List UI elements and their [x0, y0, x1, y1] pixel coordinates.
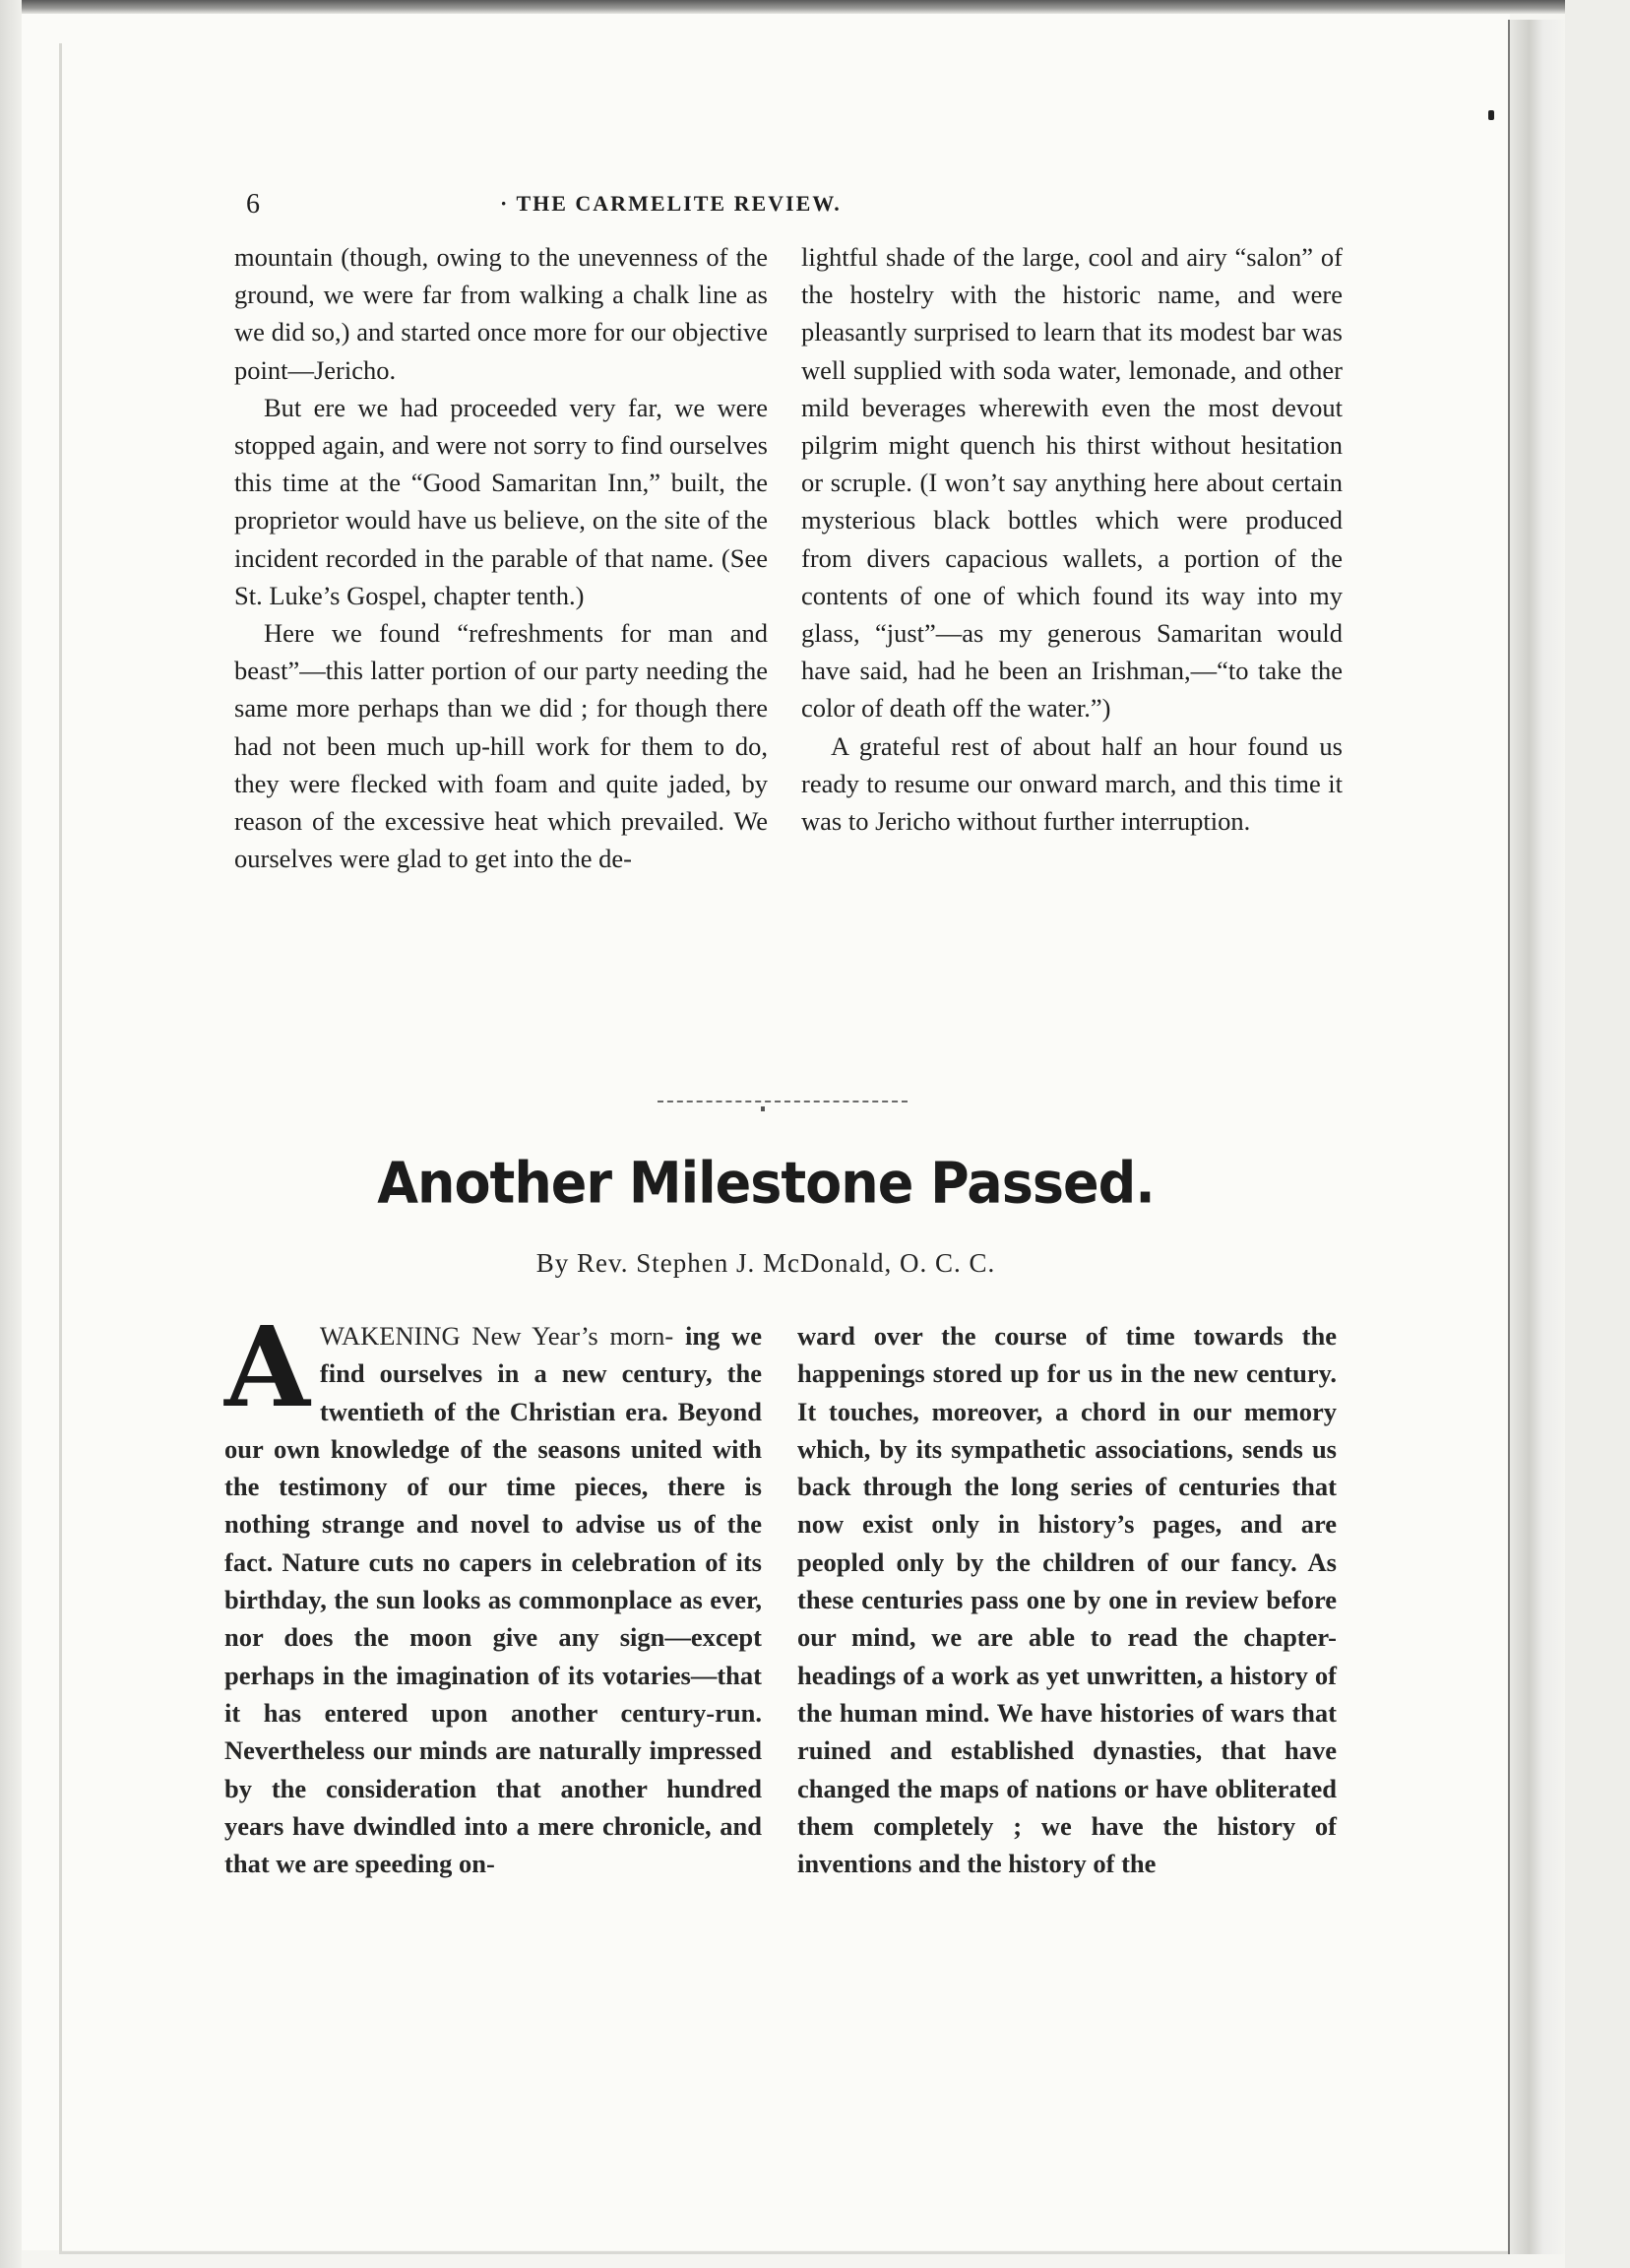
- paragraph: A grateful rest of about half an hour found us ready to resume our onward march, and this time it was to Jericho without further interruption.: [801, 730, 1343, 837]
- scan-speck: [1488, 110, 1494, 120]
- book-spine: [1510, 20, 1565, 2254]
- bottom-right-column: [797, 1317, 1337, 1882]
- body-text: ing we find ourselves in a new century, the twentieth of the Christian era. Beyond our own knowledge of the seasons united with the testimony of our time pieces, there is nothing strange and novel to advise us of the fact. Nature cuts no capers in celebration of its birthday, the sun looks as commonplace as ever, nor does the moon give any sign—except perhaps in the imagination of its votaries—that it has entered upon another century-run. Nevertheless our minds are naturally impressed by the consideration that another hundred years have dwindled into a mere chronicle, and that we are speeding on-: [224, 1321, 762, 1879]
- paragraph: ward over the course of time towards the happenings stored up for us in the new century. It touches, moreover, a chord in our memory which, by its sympathetic associations, sends us back through the long series of centuries that now exist only in history’s pages, and are peopled only by the children of our fancy. As these centuries pass one by one in review before our mind, we are able to read the chapter-headings of a work as yet unwritten, a history of the human mind. We have histories of wars that ruined and established dynasties, that have changed the maps of nations or have obliterated them completely ; we have the history of inventions and the history of the: [797, 1321, 1337, 1879]
- paragraph: But ere we had proceeded very far, we were stopped again, and were not sorry to find ourselves this time at the “Good Samaritan Inn,” built, the proprietor would have us believe, on the site of the incident recorded in the parable of that name. (See St. Luke’s Gospel, chapter tenth.): [234, 392, 768, 610]
- page-left-edge: [0, 0, 22, 2268]
- top-left-column: [234, 238, 768, 877]
- top-right-column: [801, 238, 1343, 840]
- bottom-left-column: [224, 1303, 762, 1882]
- separator-ornament: [761, 1106, 765, 1111]
- article-byline: By Rev. Stephen J. McDonald, O. C. C.: [535, 1248, 996, 1278]
- lead-text: WAKENING New Year’s morn-: [319, 1321, 674, 1351]
- page-top-edge: [0, 0, 1630, 14]
- journal-title: · THE CARMELITE REVIEW.: [500, 191, 842, 216]
- article-title: Another Milestone Passed.: [377, 1149, 1155, 1217]
- running-head: [22, 189, 1510, 228]
- paragraph: Here we found “refreshments for man and beast”—this latter portion of our party needing the same more perhaps than we did ; for though there had not been much up-hill work for them to do, they were flecked with foam and quite jaded, by reason of the excessive heat which prevailed. We ourselves were glad to get into the de-: [234, 618, 768, 874]
- paragraph: mountain (though, owing to the unevenness of the ground, we were far from walking a chalk line as we did so,) and started once more for our objective point—Jericho.: [234, 242, 768, 385]
- right-margin-strip: [1565, 0, 1630, 2268]
- drop-cap: A: [224, 1303, 310, 1432]
- section-separator: [658, 1101, 908, 1106]
- paper-sheet: [22, 14, 1510, 2250]
- page-number: 6: [246, 189, 260, 220]
- paragraph: lightful shade of the large, cool and airy “salon” of the hostelry with the historic name, and were pleasantly surprised to learn that its modest bar was well supplied with soda water, lemonade, and other mild beverages wherewith even the most devout pilgrim might quench his thirst without hesitation or scruple. (I won’t say anything here about certain mysterious black bottles which were produced from divers capacious wallets, a portion of the contents of one of which found its way into my glass, “just”—as my generous Samaritan would have said, had he been an Irishman,—“to take the color of death off the water.”): [801, 242, 1343, 724]
